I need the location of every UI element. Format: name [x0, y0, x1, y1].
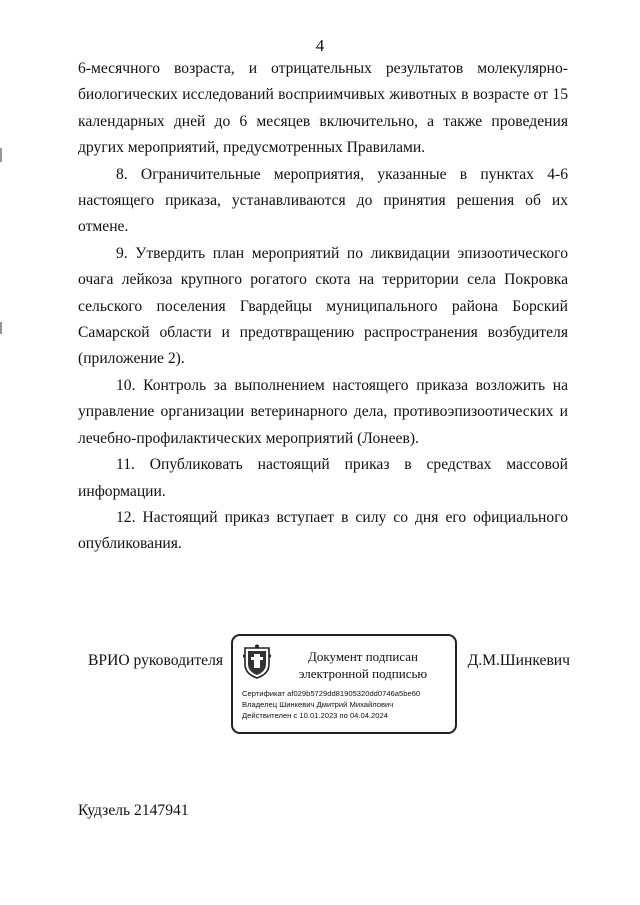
document-body	[78, 56, 568, 558]
stamp-certificate: Сертификат af029b5729dd81905320dd0746a5be60	[242, 689, 421, 698]
paragraph-11: 11. Опубликовать настоящий приказ в средствах массовой информации.	[78, 456, 568, 500]
signatory-name: Д.М.Шинкевич	[467, 652, 570, 669]
left-edge-mark	[0, 148, 2, 162]
page-number: 4	[315, 36, 325, 55]
signatory-role: ВРИО руководителя	[88, 652, 224, 669]
coat-of-arms-icon	[243, 644, 271, 680]
left-edge-mark	[0, 322, 2, 334]
stamp-title-line-2: электронной подписью	[298, 666, 428, 681]
stamp-owner: Владелец Шинкевич Дмитрий Михайлович	[242, 700, 394, 709]
paragraph-12: 12. Настоящий приказ вступает в силу со дня его официального опубликования.	[78, 508, 568, 553]
executor-note: Кудзель 2147941	[78, 802, 189, 819]
paragraph-7-continuation: 6-месячного возраста, и отрицательных результатов молекулярно-биологических исследований восприимчивых животных в возрасте от 15 календарных дней до 6 месяцев включительно, а также проведения других мероприятий, предусмотренных Правилами.	[78, 60, 568, 157]
paragraph-8: 8. Ограничительные мероприятия, указанные в пунктах 4-6 настоящего приказа, устанавливаются до принятия решения об их отмене.	[78, 165, 568, 236]
stamp-title-line-1: Документ подписан	[308, 649, 418, 664]
paragraph-10: 10. Контроль за выполнением настоящего приказа возложить на управление организации ветеринарного дела, противоэпизоотических и лечебно-профилактических мероприятий (Лонеев).	[78, 376, 568, 447]
electronic-signature-stamp	[231, 634, 457, 734]
stamp-validity: Действителен с 10.01.2023 по 04.04.2024	[242, 711, 388, 720]
paragraph-9: 9. Утвердить план мероприятий по ликвидации эпизоотического очага лейкоза крупного рогатого скота на территории села Покровка сельского поселения Гвардейцы муниципального района Борский Самарской области и предотвращению распространения возбудителя (приложение 2).	[78, 244, 568, 368]
stamp-details	[242, 688, 451, 721]
stamp-title	[277, 648, 449, 682]
signature-block	[0, 630, 640, 740]
